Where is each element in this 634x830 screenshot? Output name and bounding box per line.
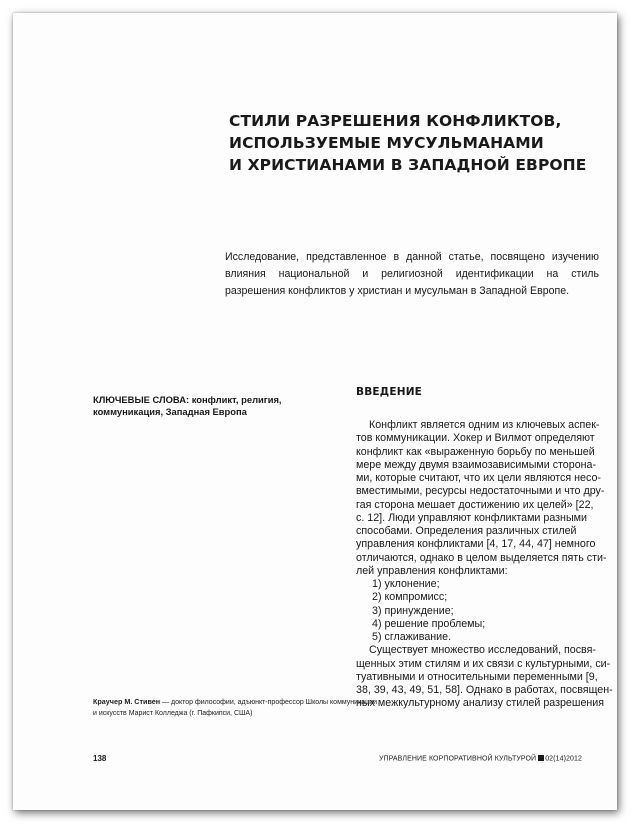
body-line: гая сторона мешает достижению их целей» [22, xyxy=(356,498,594,511)
body-line: ми, которые считают, что их цели являются несо- xyxy=(356,472,601,484)
list-item: 3) принуждение; xyxy=(372,604,454,617)
page-number: 138 xyxy=(93,754,107,763)
author-note xyxy=(93,696,377,719)
body-line: управления конфликтами [4, 17, 44, 47] немного xyxy=(356,538,596,551)
author-affiliation: — доктор философии, адъюнкт-профессор Школы коммуникации xyxy=(160,699,377,706)
body-line: способами. Определения различных стилей xyxy=(356,525,577,537)
keywords xyxy=(93,394,323,418)
body-line: тов коммуникации. Хокер и Вилмот определяют xyxy=(356,432,595,445)
list-item: 1) уклонение; xyxy=(372,578,440,590)
list-item: 4) решение проблемы; xyxy=(372,617,486,630)
title-line: И ХРИСТИАНАМИ В ЗАПАДНОЙ ЕВРОПЕ xyxy=(229,156,587,174)
body-line: с. 12]. Люди управляют конфликтами разными xyxy=(356,511,587,524)
body-line: отличаются, однако в целом выделяется пять сти- xyxy=(356,551,607,564)
body-line: конфликт как «выраженную борьбу по меньшей xyxy=(356,445,595,458)
list-item: 5) сглаживание. xyxy=(372,631,452,643)
section-heading: ВВЕДЕНИЕ xyxy=(356,386,423,398)
list-item: 2) компромисс; xyxy=(372,591,448,604)
keywords-list: конфликт, религия, коммуникация, Западная Европа xyxy=(93,394,282,417)
body-line: щенных этим стилям и их связи с культурными, си- xyxy=(356,657,611,670)
article-title xyxy=(229,110,586,176)
keywords-label: КЛЮЧЕВЫЕ СЛОВА: xyxy=(93,394,190,405)
page-sheet xyxy=(13,13,617,810)
body-line: 38, 39, 43, 49, 51, 58]. Однако в работах, посвящен- xyxy=(356,684,613,696)
body-line: лей управления конфликтами: xyxy=(356,564,508,577)
author-affiliation-cont: и искусств Марист Колледжа (г. Пафкипси, США) xyxy=(93,710,253,717)
journal-issue: 02(14)2012 xyxy=(545,755,582,763)
body-line: Существует множество исследований, посвя- xyxy=(369,644,596,657)
journal-name: УПРАВЛЕНИЕ КОРПОРАТИВНОЙ КУЛЬТУРОЙ xyxy=(378,755,537,763)
article-lead: Исследование, представленное в данной статье, посвящено изучению влияния национальной и религиозной идентификации на стиль разрешения конфликтов у христиан и мусульман в Западной Европе. xyxy=(225,251,599,297)
body-line: Конфликт является одним из ключевых аспек- xyxy=(369,419,600,431)
body-line: туативными и относительными переменными [9, xyxy=(356,670,598,683)
author-name: Краучер М. Стивен xyxy=(93,697,161,706)
body-text xyxy=(356,419,613,711)
square-bullet-icon xyxy=(538,755,544,761)
journal-footer xyxy=(379,755,582,763)
title-line: СТИЛИ РАЗРЕШЕНИЯ КОНФЛИКТОВ, xyxy=(229,112,562,130)
body-line: ных межкультурному анализу стилей разрешения xyxy=(356,697,605,710)
body-line: мере между двумя взаимозависимыми сторона- xyxy=(356,458,597,471)
title-line: ИСПОЛЬЗУЕМЫЕ МУСУЛЬМАНАМИ xyxy=(229,134,544,152)
body-line: вместимыми, ресурсы недостаточными и что дру- xyxy=(356,485,605,498)
